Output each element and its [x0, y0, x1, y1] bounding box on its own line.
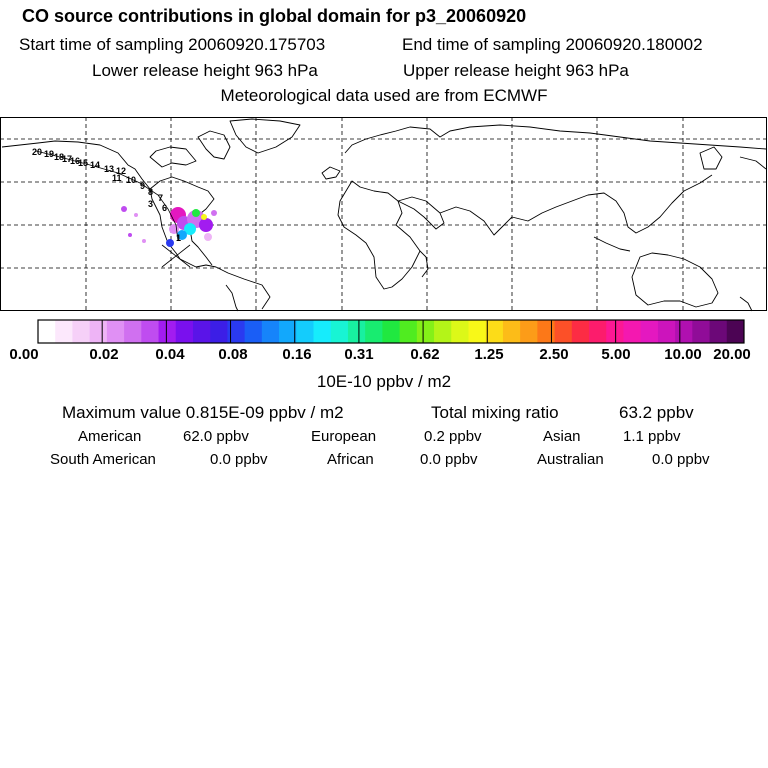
- colorbar-cell: [451, 320, 469, 343]
- region-european-name: European: [311, 428, 377, 445]
- colorbar-cell: [503, 320, 521, 343]
- colorbar-cell: [486, 320, 504, 343]
- colorbar-cell: [314, 320, 332, 343]
- colorbar-cell: [348, 320, 366, 343]
- colorbar-tick-label: 5.00: [601, 346, 631, 363]
- colorbar-cell: [589, 320, 607, 343]
- colorbar-cell: [245, 320, 263, 343]
- colorbar-cell: [555, 320, 573, 343]
- colorbar-cell: [262, 320, 280, 343]
- colorbar-cell: [124, 320, 142, 343]
- region-asian-value: 1.1 ppbv: [623, 428, 681, 445]
- colorbar-cell: [710, 320, 728, 343]
- colorbar-tick-label: 0.31: [344, 346, 374, 363]
- colorbar-cell: [279, 320, 297, 343]
- colorbar-cell: [606, 320, 624, 343]
- traj-label-16: 16: [70, 156, 81, 166]
- region-australian-name: Australian: [537, 451, 604, 468]
- traj-label-18: 18: [54, 152, 65, 162]
- colorbar-cell: [434, 320, 452, 343]
- colorbar-tick-label: 0.02: [89, 346, 119, 363]
- colorbar-cell: [520, 320, 538, 343]
- lower-release-label: Lower release height 963 hPa: [92, 61, 318, 80]
- colorbar-tick-label: 0.00: [9, 346, 39, 363]
- traj-label-17: 17: [62, 154, 73, 164]
- traj-label-3: 3: [148, 199, 154, 209]
- traj-label-7: 7: [158, 193, 164, 203]
- traj-label-11: 11: [112, 173, 122, 183]
- map-frame: [1, 118, 767, 311]
- colorbar-cell: [675, 320, 693, 343]
- colorbar-tick-label: 10.00: [664, 346, 702, 363]
- total-mixing-label: Total mixing ratio: [431, 403, 559, 422]
- traj-label-19: 19: [44, 149, 55, 159]
- traj-label-9: 9: [140, 181, 146, 191]
- colorbar-tick-label: 0.16: [282, 346, 312, 363]
- met-data-label: Meteorological data used are from ECMWF: [220, 86, 548, 105]
- colorbar-tick-label: 1.25: [474, 346, 504, 363]
- colorbar-cell: [641, 320, 659, 343]
- colorbar-cell: [468, 320, 486, 343]
- total-mixing-value: 63.2 ppbv: [619, 403, 694, 422]
- traj-label-12: 12: [116, 166, 127, 176]
- region-european-value: 0.2 ppbv: [424, 428, 482, 445]
- colorbar-cell: [38, 320, 56, 343]
- colorbar-cell: [176, 320, 194, 343]
- colorbar-cell: [55, 320, 73, 343]
- colorbar-tick-label: 0.08: [218, 346, 248, 363]
- colorbar-cell: [658, 320, 676, 343]
- colorbar-cell: [141, 320, 159, 343]
- upper-release-label: Upper release height 963 hPa: [403, 61, 629, 80]
- colorbar-cell: [331, 320, 349, 343]
- colorbar-units: 10E-10 ppbv / m2: [316, 372, 452, 391]
- region-american-name: American: [78, 428, 142, 445]
- plot-title: CO source contributions in global domain for p3_20060920: [22, 6, 527, 26]
- colorbar-cell: [90, 320, 108, 343]
- region-southamerican-name: South American: [50, 451, 156, 468]
- max-value-label: Maximum value 0.815E-09 ppbv / m2: [62, 403, 344, 422]
- traj-label-8: 8: [148, 187, 154, 197]
- traj-label-10: 10: [126, 175, 137, 185]
- start-time-label: Start time of sampling 20060920.175703: [19, 35, 326, 54]
- region-african-value: 0.0 ppbv: [420, 451, 478, 468]
- colorbar-tick-label: 0.04: [155, 346, 185, 363]
- traj-label-6: 6: [162, 203, 168, 213]
- region-australian-value: 0.0 ppbv: [652, 451, 710, 468]
- colorbar-cell: [623, 320, 641, 343]
- colorbar-cell: [72, 320, 90, 343]
- colorbar-cell: [159, 320, 177, 343]
- colorbar-cell: [365, 320, 383, 343]
- region-american-value: 62.0 ppbv: [183, 428, 249, 445]
- colorbar-tick-label: 0.62: [410, 346, 440, 363]
- colorbar-cell: [400, 320, 418, 343]
- traj-label-14: 14: [90, 160, 101, 170]
- colorbar-cell: [727, 320, 745, 343]
- colorbar-cell: [210, 320, 228, 343]
- colorbar-cell: [417, 320, 435, 343]
- colorbar-cell: [537, 320, 555, 343]
- end-time-label: End time of sampling 20060920.180002: [402, 35, 703, 54]
- colorbar-tick-label: 2.50: [539, 346, 569, 363]
- world-map: [0, 117, 768, 313]
- colorbar-cell: [692, 320, 710, 343]
- region-asian-name: Asian: [543, 428, 581, 445]
- colorbar-cell: [296, 320, 314, 343]
- traj-label-20: 20: [32, 147, 43, 157]
- region-southamerican-value: 0.0 ppbv: [210, 451, 268, 468]
- colorbar: [0, 318, 768, 346]
- colorbar-tick-label: 20.00: [713, 346, 751, 363]
- colorbar-cell: [107, 320, 125, 343]
- traj-label-15: 15: [78, 158, 89, 168]
- traj-label-1: 1: [176, 233, 182, 243]
- colorbar-cell: [193, 320, 211, 343]
- traj-label-13: 13: [104, 164, 115, 174]
- region-african-name: African: [327, 451, 374, 468]
- colorbar-cell: [382, 320, 400, 343]
- colorbar-cell: [572, 320, 590, 343]
